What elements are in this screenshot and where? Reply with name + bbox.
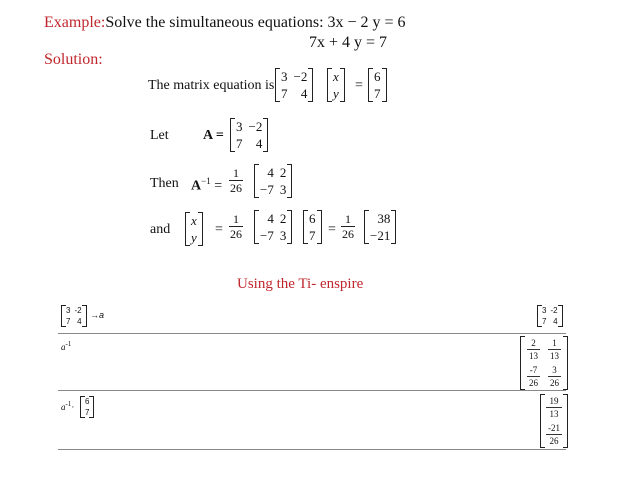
calc-solution-output-vector: 19 13 -21 26 (540, 394, 568, 448)
calc-inverse-output-matrix: 2 13 1 13 -7 26 3 26 (520, 336, 568, 390)
example-heading (44, 14, 406, 32)
variable-vector: x y (327, 68, 345, 102)
coefficient-matrix: 3 −2 7 4 (275, 68, 313, 102)
equals-sign-2: = (215, 222, 223, 237)
calc-divider-3 (58, 449, 566, 450)
let-label: Let (150, 128, 169, 143)
calc-divider-2 (58, 390, 566, 391)
adjugate-matrix-2: 4 2 −7 3 (254, 210, 292, 244)
calc-row-2-input: $a^{-1}$ (61, 340, 72, 352)
example-label: Example: (44, 14, 106, 31)
calc-divider-1 (58, 333, 566, 334)
matrix-equation-label: The matrix equation is (148, 78, 275, 93)
a-equals-label: A = (203, 128, 224, 143)
matrix-a: 3 −2 7 4 (230, 118, 268, 152)
calc-input-matrix: 3 -2 7 4 (61, 305, 87, 327)
rhs-vector-2: 6 7 (303, 210, 322, 244)
equals-sign-3: = (328, 222, 336, 237)
result-vector: 38 −21 (364, 210, 396, 244)
and-label: and (150, 222, 171, 237)
then-label: Then (150, 176, 179, 191)
example-text: Solve the simultaneous equations: 3x − 2 y = 6 (105, 14, 406, 31)
second-equation: 7x + 4 y = 7 (309, 34, 388, 51)
determinant-fraction: $\frac{1}{26}$ (230, 166, 242, 195)
adjugate-matrix: 4 2 −7 3 (254, 164, 292, 198)
determinant-fraction-3: $\frac{1}{26}$ (342, 212, 354, 241)
a-inverse-label: $A^{-1}$ = (191, 176, 223, 194)
calc-output-matrix: 3 -2 7 4 (537, 305, 563, 327)
determinant-fraction-2: $\frac{1}{26}$ (230, 212, 242, 241)
ti-caption: Using the Ti- enspire (237, 276, 364, 292)
calc-input-vector: 6 7 (80, 396, 94, 418)
solution-variable-vector: x y (185, 212, 203, 246)
solution-label: Solution: (44, 51, 103, 68)
store-arrow: →a (90, 310, 105, 320)
equals-sign: = (355, 78, 363, 93)
calc-row-3-input-label: $a^{-1}\cdot$ (61, 400, 75, 412)
rhs-vector: 6 7 (368, 68, 387, 102)
